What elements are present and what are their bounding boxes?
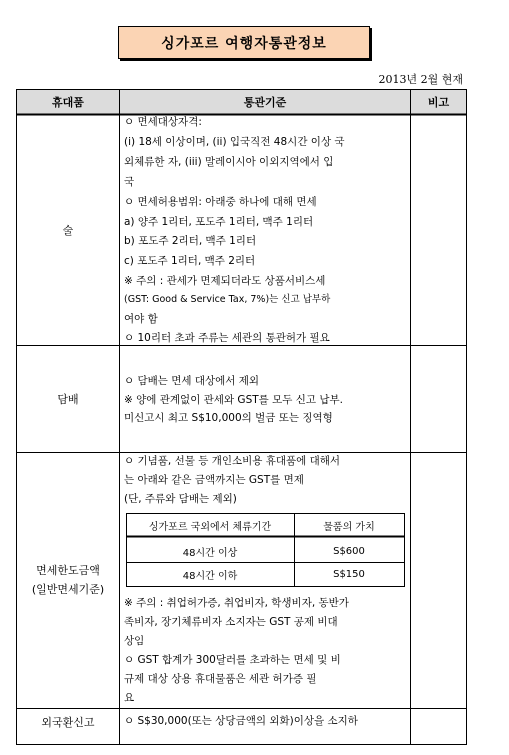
inner-header-value: 물품의 가치 (323, 521, 375, 533)
alcohol-line: 외체류한 자, (iii) 말레이시아 이외지역에서 입 (124, 156, 334, 168)
inner-table-border (127, 514, 405, 587)
exemption-note-line: ※ 주의 : 취업허가증, 취업비자, 학생비자, 동반가 (124, 597, 349, 609)
outer-border (17, 90, 467, 745)
document-date: 2013년 2월 현재 (378, 73, 463, 86)
row-label-currency: 외국환신고 (41, 715, 95, 729)
header-note: 비고 (411, 90, 466, 114)
inner-header-stay: 싱가포르 국외에서 체류기간 (148, 521, 272, 533)
exemption-intro-line: ㅇ 기념품, 선물 등 개인소비용 휴대품에 대해서 (124, 455, 341, 467)
inner-row-stay: 48시간 이상 (182, 547, 238, 559)
exemption-label-line1: 면세한도금액 (36, 564, 100, 577)
alcohol-line: ㅇ 면세대상자격: (124, 116, 202, 128)
alcohol-line: 국 (124, 176, 135, 188)
exemption-note-line: 족비자, 장기체류비자 소지자는 GST 공제 비대 (124, 616, 338, 628)
exemption-note-line: ㅇ GST 합계가 300달러를 초과하는 면세 및 비 (124, 654, 341, 666)
document-title: 싱가포르 여행자통관정보 (118, 26, 370, 59)
alcohol-line: c) 포도주 1리터, 맥주 2리터 (124, 255, 256, 267)
tobacco-line: ※ 양에 관계없이 관세와 GST를 모두 신고 납부. (124, 394, 344, 406)
row-label-alcohol: 술 (62, 223, 74, 237)
currency-line: ㅇ S$30,000(또는 상당금액의 외화)이상을 소지하 (124, 715, 358, 727)
inner-row-value: S$600 (333, 545, 365, 557)
exemption-note-line: 요 (124, 692, 135, 704)
alcohol-line: b) 포도주 2리터, 맥주 1리터 (124, 235, 257, 247)
alcohol-line: (i) 18세 이상이며, (ii) 입국직전 48시간 이상 국 (124, 136, 345, 148)
tobacco-line: ㅇ 담배는 면세 대상에서 제외 (124, 375, 260, 387)
alcohol-line: ※ 주의 : 관세가 면제되더라도 상품서비스세 (124, 275, 326, 287)
exemption-label-line2: (일반면세기준) (31, 583, 105, 596)
alcohol-line: 여야 함 (124, 313, 158, 325)
tobacco-line: 미신고시 최고 S$10,000의 벌금 또는 징역형 (124, 412, 333, 424)
alcohol-line: ㅇ 면세허용범위: 아래중 하나에 대해 면세 (124, 196, 317, 208)
header-criteria: 통관기준 (120, 90, 410, 114)
exemption-intro-line: 는 아래와 같은 금액까지는 GST를 면제 (124, 474, 304, 486)
exemption-note-line: 규제 대상 상용 휴대물품은 세관 허가증 필 (124, 673, 317, 685)
exemption-note-line: 상임 (124, 635, 145, 647)
alcohol-line: (GST: Good & Service Tax, 7%)는 신고 납부하 (124, 294, 331, 305)
alcohol-line: a) 양주 1리터, 포도주 1리터, 맥주 1리터 (124, 216, 314, 228)
table-borders (16, 89, 467, 745)
inner-row-stay: 48시간 이하 (182, 570, 238, 582)
exemption-intro-line: (단, 주류와 담배는 제외) (124, 493, 237, 505)
row-label-tobacco: 담배 (57, 392, 79, 406)
customs-info-table (16, 89, 467, 745)
inner-row-value: S$150 (333, 568, 365, 580)
alcohol-line: ㅇ 10리터 초과 주류는 세관의 통관허가 필요 (124, 332, 330, 344)
header-item: 휴대품 (17, 90, 119, 114)
